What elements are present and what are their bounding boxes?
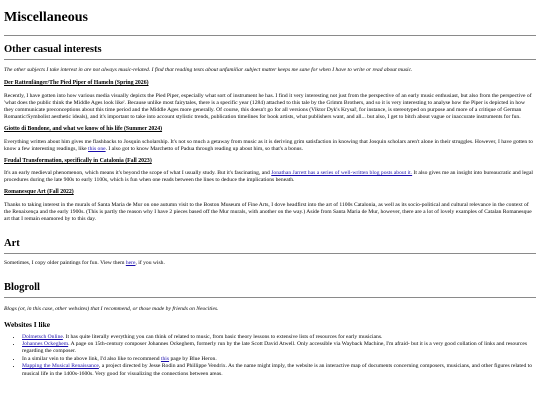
title-divider	[4, 35, 536, 36]
art-heading: Art	[4, 237, 20, 249]
mapping-renaissance-link[interactable]: Mapping the Musical Renaissance	[22, 363, 99, 370]
dolmetsch-link[interactable]: Dolmetsch Online	[22, 333, 63, 340]
interest-title-romanesque: Romanesque Art (Fall 2022)	[4, 189, 74, 196]
art-text	[4, 260, 536, 267]
websites-heading: Websites I like	[4, 320, 50, 330]
feudal-text-before: It's an early medieval phenomenon, which means it's beyond the scope of what I usually study. But it's fascinating, and	[4, 170, 270, 177]
feudal-text-after: It also gives me an insight into bureaucratic and legal procedures during the late 900s to early 1100s, which is fun when one reads between the lines to deduce the implications beneath.	[4, 170, 533, 184]
interest-title-pied-piper: Der Rattenfänger/The Pied Piper of Hameln (Spring 2026)	[4, 79, 149, 86]
list-item	[22, 363, 536, 378]
jarrett-blog-link[interactable]: Jonathan Jarrett has a series of well-written blog posts about it.	[271, 170, 413, 177]
list-item-text: , a project directed by Jesse Rodin and Phillippe Vendrix. As the name might imply, the website is an interactive map of documents concerning composers, musicians, and other figures related to musical life in the 1400s-1600s. Very good for visualizing the connections between areas.	[22, 363, 533, 377]
other-interests-intro: The other subjects I take interest in are not always music-related. I find that reading texts about unfamiliar subject matter keeps me sane for when I have to write or read about music.	[4, 66, 413, 73]
list-item	[22, 341, 536, 356]
list-item-prefix: In a similar vein to the above link, I'd also like to recommend	[22, 355, 161, 362]
giotto-text-before: Everything written about him gives me flashbacks to Josquin scholarship. It's not so much a getaway from music as it is deriving grim satisfaction in knowing that Josquin scholars aren't alone in their struggles. However, I have gotten to know a few interesting readings, like	[4, 138, 533, 152]
page-title: Miscellaneous	[4, 10, 88, 25]
blogroll-heading: Blogroll	[4, 281, 40, 293]
interest-title-feudal: Feudal Transformation, specifically in Catalonia (Fall 2023)	[4, 157, 152, 164]
interest-title-giotto: Giotto di Bondone, and what we know of his life (Summer 2024)	[4, 126, 163, 133]
art-text-after: , if you wish.	[135, 259, 165, 266]
giotto-text-after: . I also got to know Marchetto of Padua through reading up about him, so that's a bonus.	[105, 145, 303, 152]
list-item-text: . A page on 15th-century composer Johannes Ockeghem, formerly run by the late Scott David Atwell. Only accessible via Wayback Machine, I'm afraid- but it is a very good collation of links and resources regarding the composer.	[22, 341, 527, 355]
blogroll-intro: Blogs (or, in this case, other websites) that I recommend, or those made by friends on Neocities.	[4, 306, 219, 313]
art-text-before: Sometimes, I copy older paintings for fun. View them	[4, 259, 125, 266]
interest-text-feudal	[4, 170, 536, 184]
this-one-link[interactable]: this one	[88, 145, 106, 152]
art-divider	[4, 253, 536, 254]
list-item-text: . It has quite literally everything you can think of related to music, from basic theory lessons to extensive lists of resources for early musicians.	[62, 333, 383, 340]
blogroll-divider	[4, 297, 536, 298]
list-item	[22, 334, 536, 341]
other-interests-heading: Other casual interests	[4, 43, 102, 55]
interest-text-pied-piper: Recently, I have gotten into how various media visually depicts the Pied Piper, especially what sort of instrument he has. I find it very interesting not just from the perspective of an early music enthusiast, but also from the perspective of 'what does the public think the Middle Ages look like'. Because unlike most fairytales, there is a specific year (1284) attached to this tale by the Grimm Brothers, and so it is very interesting to analyse how the Piper is depicted in how they communicate preconceptions about this time period and the Middle Ages more generally. Of course, this doesn't go for all versions (Viktor Dyk's Krysař, for instance, is stereotyped on purpose and more of a critique of German Romantic/Symbolist aesthetic ideals), and it's important to take into account stylistic trends, publication timelines for book artists, what publishers want, and all... but also, I get to bitch about vague or inaccurate instruments for fun.	[4, 93, 532, 121]
other-interests-divider	[4, 59, 536, 60]
list-item-text: page by Blue Heron.	[169, 355, 217, 362]
interest-text-romanesque: Thanks to taking interest in the murals of Santa Maria de Mur on one autumn visit to the Boston Museum of Fine Arts, I dove headfirst into the art of 1100s Catalonia, as well as its socio-political and cultural relevance in the context of the Renaixença and the early 1900s. (This is partly the reason why I have 2 pieces based off the Mur murals, with another on the way.) Aside from Santa Maria de Mur, however, there are a lot of lovely examples of Catalan Romanesque art that I remain enamored by to this day.	[4, 201, 532, 222]
websites-list	[4, 334, 536, 378]
ockeghem-link[interactable]: Johannes Ockeghem	[22, 341, 69, 348]
interest-text-giotto	[4, 139, 536, 153]
art-here-link[interactable]: here	[125, 259, 136, 266]
blue-heron-link[interactable]: this	[160, 355, 170, 362]
